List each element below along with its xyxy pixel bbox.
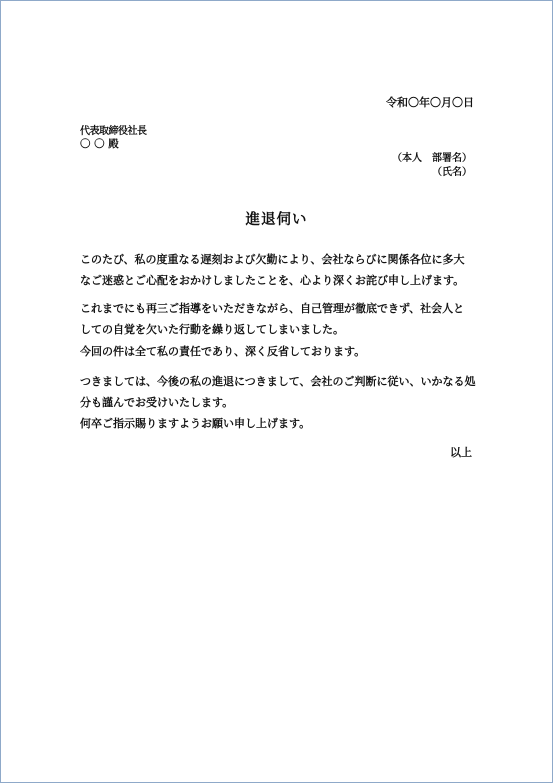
document-title: 進退伺い bbox=[245, 212, 308, 228]
body-line: つきましては、今後の私の進退につきまして、会社のご判断に従い、いかなる処 bbox=[80, 375, 476, 388]
recipient-name: 〇 〇 殿 bbox=[80, 138, 119, 150]
document-date: 令和〇年〇月〇日 bbox=[386, 96, 474, 109]
body-line: 何卒ご指示賜りますようお願い申し上げます。 bbox=[80, 417, 311, 430]
body-line: なご迷惑とご心配をおかけしましたことを、心より深くお詫び申し上げます。 bbox=[80, 274, 465, 287]
body-line: このたび、私の度重なる遅刻および欠勤により、会社ならびに関係各位に多大 bbox=[80, 253, 465, 266]
closing-text: 以上 bbox=[450, 446, 472, 459]
sender-department: （本人 部署名） bbox=[392, 153, 472, 164]
body-line: しての自覚を欠いた行動を繰り返してしまいました。 bbox=[80, 323, 344, 336]
recipient-title: 代表取締役社長 bbox=[80, 126, 147, 137]
body-line: 分も謹んでお受けいたします。 bbox=[80, 396, 234, 409]
body-line: 今回の件は全て私の責任であり、深く反省しております。 bbox=[80, 345, 366, 358]
sender-name: （氏名） bbox=[432, 167, 472, 178]
body-line: これまでにも再三ご指導をいただきながら、自己管理が徹底できず、社会人と bbox=[80, 302, 465, 315]
